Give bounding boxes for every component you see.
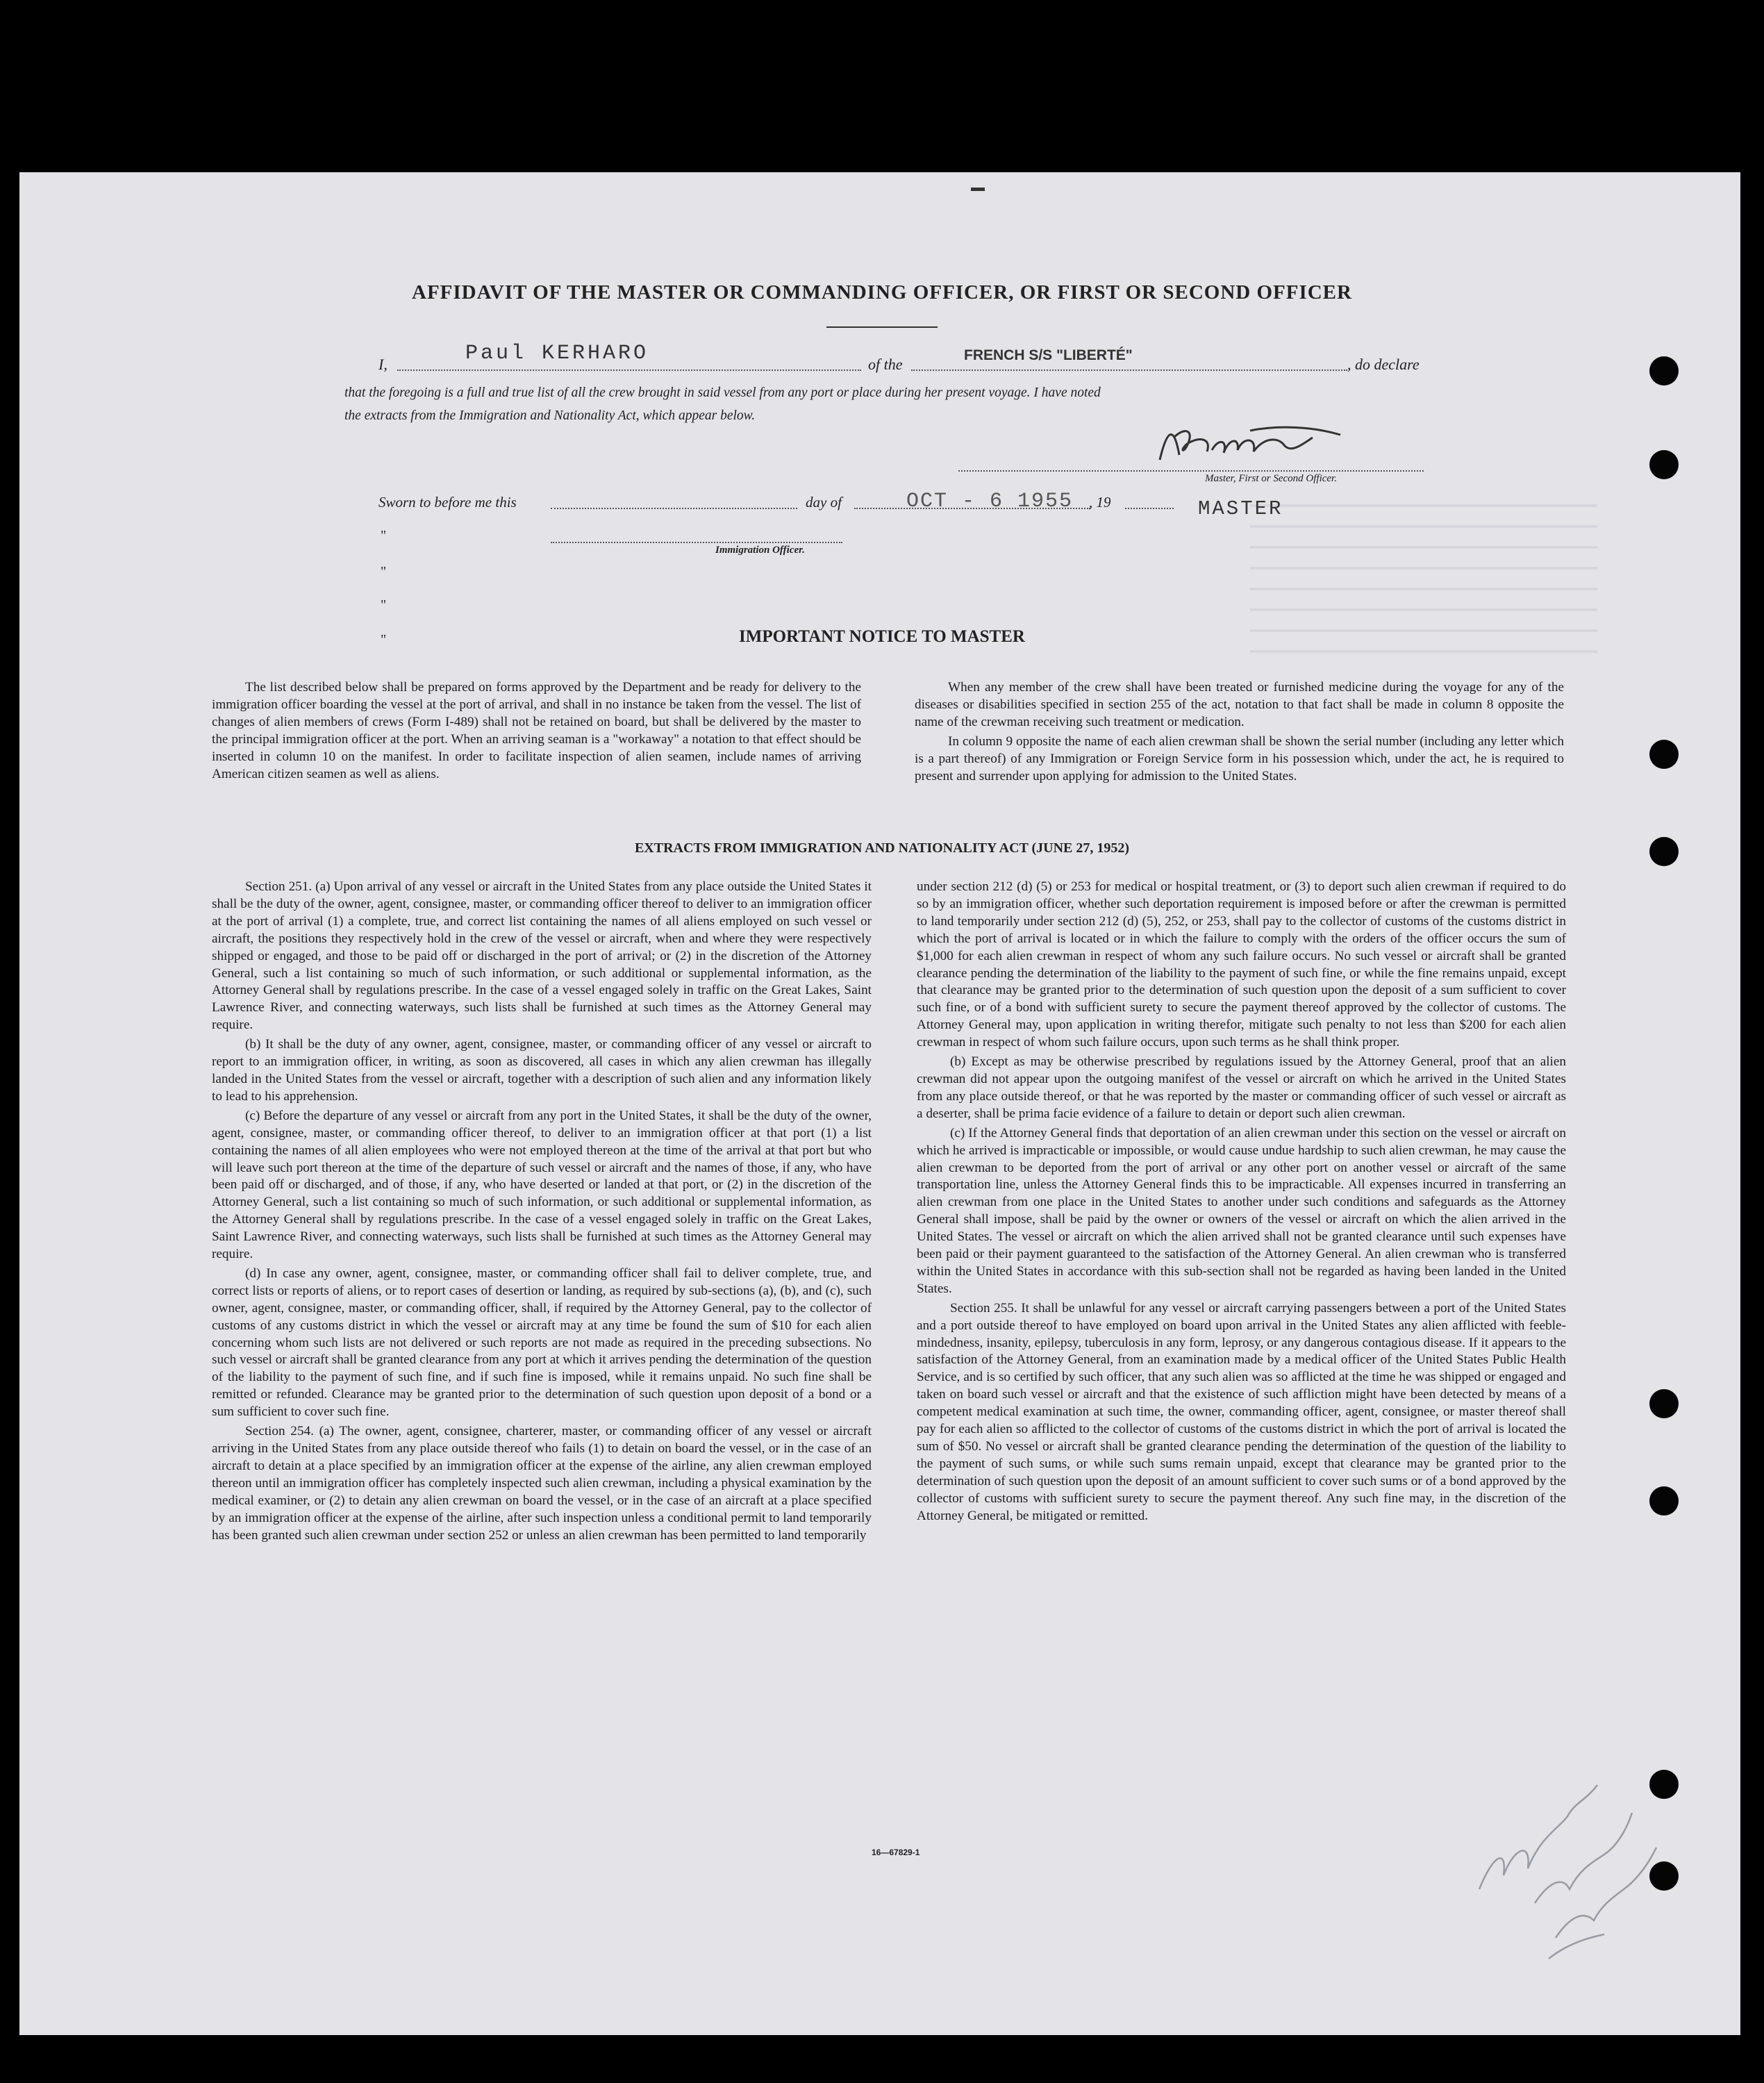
name-line xyxy=(397,370,861,371)
ditto-mark: " xyxy=(381,528,387,543)
section-251a: Section 251. (a) Upon arrival of any vessel or aircraft in the United States from any place outside the United States it shall be the duty of the owner, agent, consignee, master, or commanding officer thereof to deliver to an immigration officer at the port of arrival (1) a complete, true, and correct list containing the names of all aliens employed on such vessel or aircraft, the positions they respectively hold in the crew of the vessel or aircraft, when and where they were respectively shipped or engaged, and those to be paid off or discharged in the port of arrival; or (2) in the discretion of the Attorney General, such a list containing so much of such information, or such additional or supplemental information, as the Attorney General shall by regulations prescribe. In the case of a vessel engaged solely in traffic on the Great Lakes, Saint Lawrence River, and connecting waterways, such lists shall be furnished at such times as the Attorney General may require. xyxy=(212,879,872,1033)
section-254c: (c) If the Attorney General finds that deportation of an alien crewman under this section on the vessel or aircraft on which he arrived is impracticable or impossible, or would cause undue hardship to such alien crewman, he may cause the alien crewman to be deported from the port of arrival or any other port on another vessel or aircraft of the same transportation line, unless the Attorney General finds this to be impracticable. All expenses incurred in transferring an alien crewman from one place in the United States to another under such conditions and safeguards as the Attorney General shall impose, shall be paid by the owner or owners of the vessel or aircraft on which the alien arrived in the United States. The vessel or aircraft on which the alien arrived shall not be granted clearance until such expenses have been paid or their payment guaranteed to the satisfaction of the Attorney General. An alien crewman who is transferred within the United States in accordance with this sub-section shall not be regarded as having been landed in the United States. xyxy=(917,1125,1566,1296)
sworn-date: OCT - 6 1955 xyxy=(906,490,1074,513)
extracts-right xyxy=(917,879,1566,1527)
punch-hole-icon xyxy=(1649,450,1679,479)
form-number: 16—67829-1 xyxy=(872,1848,920,1857)
notice-right xyxy=(915,679,1564,787)
punch-hole-icon xyxy=(1649,740,1679,769)
notice-right-paragraph-1: When any member of the crew shall have been treated or furnished medicine during the voyage for any of the diseases or disabilities specified in section 255 of the act, notation to that fact shall be made in column 8 opposite the name of the crewman receiving such treatment or medication. xyxy=(915,680,1564,729)
section-254a: Section 254. (a) The owner, agent, consignee, charterer, master, or commanding officer of any vessel or aircraft arriving in the United States from any place outside thereof who fails (1) to detain on board the vessel, or in the case of an aircraft to detain at a place specified by an immigration officer at the expense of the airline, any alien crewman employed thereon until an immigration officer has completely inspected such alien crewman, including a physical examination by the medical examiner, or (2) to detain any alien crewman on board the vessel, or in the case of an aircraft at a place specified by an immigration officer at the expense of the airline, after such inspection unless a conditional permit to land temporarily has been granted such alien crewman under section 252 or unless an alien crewman has been permitted to land temporarily xyxy=(212,1424,872,1543)
do-declare-label: , do declare xyxy=(1347,356,1420,373)
ditto-mark: " xyxy=(381,597,387,613)
notice-left-paragraph: The list described below shall be prepared on forms approved by the Department and be ready for delivery to the immigration officer boarding the vessel at the port of arrival, and shall in no instance be taken from the vessel. The list of changes of alien members of crews (Form I-489) shall not be retained on board, but shall be delivered by the master to the principal immigration officer at the port. When an arriving seaman is a "workaway" a notation to that effect should be inserted in column 10 on the manifest. In order to facilitate inspection of alien seamen, include names of arriving American citizen seamen as well as aliens. xyxy=(212,680,861,781)
handwritten-note-icon xyxy=(1465,1750,1701,1973)
section-251b: (b) It shall be the duty of any owner, agent, consignee, master, or commanding officer of any vessel or aircraft to report to an immigration officer, in writing, as soon as discovered, all cases in which any alien crewman has illegally landed in the United States from the vessel or aircraft, together with a description of such alien and any information likely to lead to his apprehension. xyxy=(212,1037,872,1104)
punch-hole-icon xyxy=(1649,356,1679,385)
vessel-name: FRENCH S/S "LIBERTÉ" xyxy=(964,347,1133,363)
notice-left xyxy=(212,679,861,785)
punch-hole-icon xyxy=(1649,1389,1679,1418)
rank-stamp: MASTER xyxy=(1198,497,1283,520)
section-254b: (b) Except as may be otherwise prescribed by regulations issued by the Attorney General, proof that an alien crewman did not appear upon the outgoing manifest of the vessel or aircraft on which he arrived in the United States from any place outside thereof, or that he was reported by the master or commanding officer of such vessel or aircraft as a deserter, shall be prima facie evidence of a failure to detain or deport such alien crewman. xyxy=(917,1054,1566,1121)
master-name: Paul KERHARO xyxy=(465,342,649,365)
officer-signature-icon xyxy=(1146,417,1354,472)
section-251d: (d) In case any owner, agent, consignee, master, or commanding officer shall fail to deliver complete, true, and correct lists or reports of aliens, or to report cases of desertion or landing, as required by sub-sections (a), (b), and (c), such owner, agent, consignee, master, or commanding officer, shall, if required by the Attorney General, pay to the collector of customs of any customs district in which the vessel or aircraft may at any time be found the sum of $10 for each alien concerning whom such lists are not delivered or such reports are not made as required in the preceding subsections. No such vessel or aircraft shall be granted clearance from any port at which it arrives pending the determination of the question of the liability to the payment of such fine, and if such fine is imposed, while it remains unpaid. No such fine shall be remitted or refunded. Clearance may be granted prior to the determination of such question upon deposit of a bond or a sum sufficient to cover such fine. xyxy=(212,1265,872,1420)
year-line xyxy=(1125,508,1174,509)
title-rule xyxy=(826,326,938,328)
signature-caption: Master, First or Second Officer. xyxy=(1205,473,1337,484)
signature-line xyxy=(958,470,1424,472)
day-of-label: day of xyxy=(806,494,842,511)
top-mark xyxy=(971,188,985,191)
section-254a-continued: under section 212 (d) (5) or 253 for medical or hospital treatment, or (3) to deport such alien crewman if required to do so by an immigration officer, whether such deportation requirement is imposed before or after the crewman is permitted to land temporarily under section 212 (d) (5), 252, or 253, shall pay to the collector of customs of the customs district in which the port of arrival is located or in which the failure to comply with the orders of the officer occurs the sum of $1,000 for each alien crewman in respect of whom any such failure occurs. No such vessel or aircraft shall be granted clearance pending the determination of the liability to the payment of such fine, or while the fine remains unpaid, except that clearance may be granted prior to the determination of such question upon the deposit of a sum sufficient to cover such fine, or of a bond with sufficient surety to secure the payment thereof approved by the collector of customs. The Attorney General may, upon application in writing therefor, mitigate such penalty to not less than $200 for each alien crewman in respect of whom such failure occurs, upon such terms as he shall think proper. xyxy=(917,879,1566,1050)
punch-hole-icon xyxy=(1649,1486,1679,1516)
sworn-day-line xyxy=(551,508,797,509)
officer-caption: Immigration Officer. xyxy=(715,545,805,556)
declaration-line-2: the extracts from the Immigration and Nationality Act, which appear below. xyxy=(344,408,756,423)
ditto-mark: " xyxy=(381,564,387,579)
i-label: I, xyxy=(378,356,388,373)
sworn-label: Sworn to before me this xyxy=(378,494,517,511)
of-the-label: of the xyxy=(868,356,903,373)
ditto-mark: " xyxy=(381,632,387,647)
notice-heading: IMPORTANT NOTICE TO MASTER xyxy=(739,627,1025,646)
officer-line xyxy=(551,542,842,543)
section-251c: (c) Before the departure of any vessel or aircraft from any port in the United States, it shall be the duty of the owner, agent, consignee, master, or commanding officer thereof, to deliver to an immigration officer at that port (1) a list containing the names of all alien employees who were not employed thereon at the time of the arrival at that port but who will leave such port thereon at the time of the departure of such vessel or aircraft and the names of those, if any, who have been paid off or discharged, and of those, if any, who have deserted or landed at that port, or (2) in the discretion of the Attorney General, such a list containing so much of such information, or such additional or supplemental information, as the Attorney General shall by regulations prescribe. In the case of a vessel engaged solely in traffic on the Great Lakes, Saint Lawrence River, and connecting waterways, such lists shall be furnished at such times as the Attorney General may require. xyxy=(212,1108,872,1262)
notice-right-paragraph-2: In column 9 opposite the name of each alien crewman shall be shown the serial number (including any letter which is a part thereof) of any Immigration or Foreign Service form in his possession which, under the act, he is required to present and surrender upon applying for admission to the United States. xyxy=(915,733,1564,783)
extracts-left xyxy=(212,879,872,1546)
extracts-heading: EXTRACTS FROM IMMIGRATION AND NATIONALITY ACT (JUNE 27, 1952) xyxy=(634,840,1130,856)
affidavit-title: AFFIDAVIT OF THE MASTER OR COMMANDING OFFICER, OR FIRST OR SECOND OFFICER xyxy=(412,281,1352,304)
year-prefix: , 19 xyxy=(1089,494,1111,511)
section-255: Section 255. It shall be unlawful for any vessel or aircraft carrying passengers between a port of the United States and a port outside thereof to have employed on board upon arrival in the United States any alien afflicted with feeble-mindedness, insanity, epilepsy, tuberculosis in any form, leprosy, or any dangerous contagious disease. If it appears to the satisfaction of the Attorney General, from an examination made by a medical officer of the United States Public Health Service, and is so certified by such officer, that any such alien was so afflicted at the time he was shipped or engaged and taken on board such vessel or aircraft and that the existence of such affliction might have been detected by means of a competent medical examination at such time, the owner, commanding officer, agent, consignee, or master thereof shall pay for each alien so afflicted to the collector of customs of the customs district in which the port of arrival is located the sum of $50. No vessel or aircraft shall be granted clearance pending the determination of the question of the liability to the payment of such sums, or while such sums remain unpaid, except that clearance may be granted prior to the determination of such question upon the deposit of an amount sufficient to cover such sums or of a bond approved by the collector of customs with sufficient surety to secure the payment thereof. Any such fine may, in the discretion of the Attorney General, be mitigated or remitted. xyxy=(917,1300,1566,1523)
vessel-line xyxy=(911,370,1347,371)
declaration-line-1: that the foregoing is a full and true list of all the crew brought in said vessel from any port or place during her present voyage. I have noted xyxy=(344,385,1101,400)
